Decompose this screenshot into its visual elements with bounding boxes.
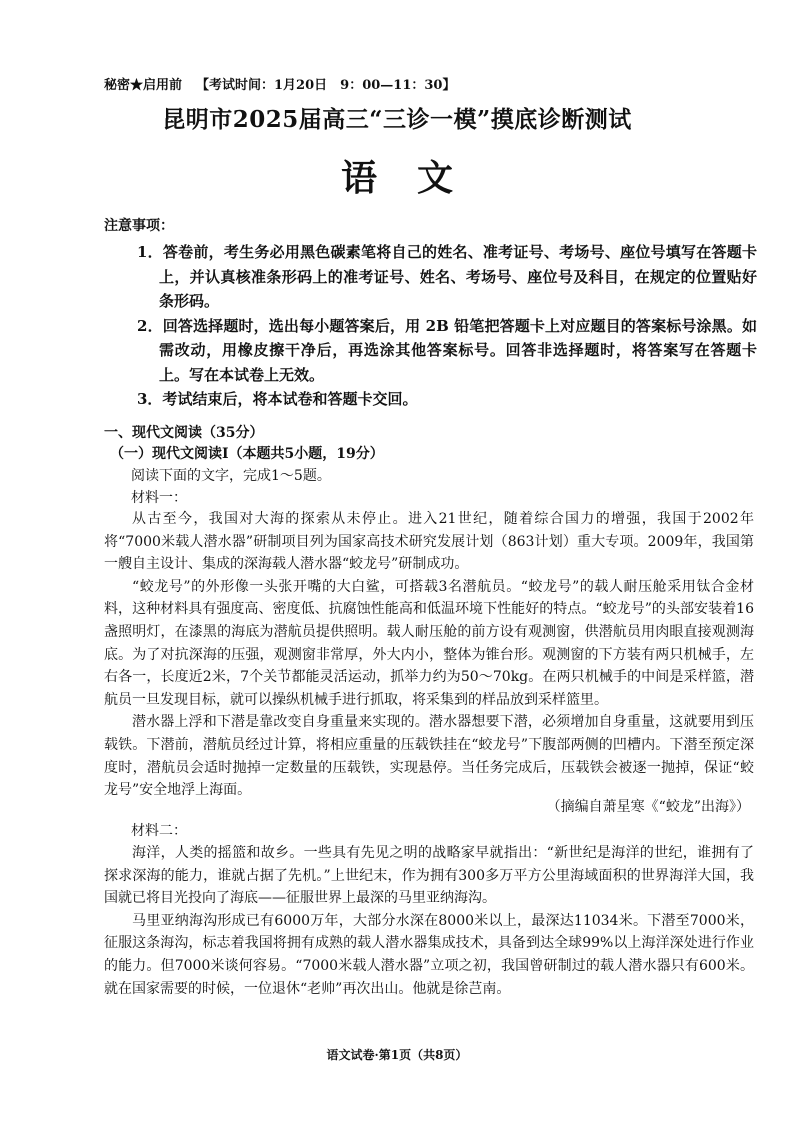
paragraph: 潜水器上浮和下潜是靠改变自身重量来实现的。潜水器想要下潜，必须增加自身重量，这就要用到压载铁。下潜前，潜航员经过计算，将相应重量的压载铁挂在“蛟龙号”下腹部两侧的凹槽内。下潜至预定深度时，潜航员会适时抛掉一定数量的压载铁，实现悬停。当任务完成后，压载铁会被逐一抛掉，保证“蛟龙号”安全地浮上海面。	[104, 714, 754, 799]
material2-body	[104, 842, 754, 1000]
subject-title: 语文	[340, 157, 493, 199]
header-line	[104, 74, 455, 93]
subsection-heading: （一）现代文阅读Ⅰ（本题共5小题，19分）	[110, 446, 384, 462]
reading-instruction: 阅读下面的文字，完成1～5题。	[131, 468, 331, 484]
material1-body	[104, 508, 754, 802]
exam-title: 昆明市2025届高三“三诊一模”摸底诊断测试	[162, 106, 632, 133]
material2-label: 材料二：	[131, 823, 187, 839]
paragraph: 从古至今，我国对大海的探索从未停止。进入21世纪，随着综合国力的增强，我国于2002年将“7000米载人潜水器”研制项目列为国家高技术研究发展计划（863计划）重大专项。2009年，我国第一艘自主设计、集成的深海载人潜水器“蛟龙号”研制成功。	[104, 511, 754, 573]
notice-item: 3．考试结束后，将本试卷和答题卡交回。	[137, 390, 418, 408]
material1-source: （摘编自萧星寒《“蛟龙”出海》）	[546, 799, 750, 815]
paragraph: 马里亚纳海沟形成已有6000万年，大部分水深在8000米以上，最深达11034米。下潜至7000米，征服这条海沟，标志着我国将拥有成熟的载人潜水器集成技术，具备到达全球99%以上海洋深处进行作业的能力。但7000米谈何容易。“7000米载人潜水器”立项之初，我国曾研制过的载人潜水器只有600米。就在国家需要的时候，一位退休“老帅”再次出山。他就是徐芑南。	[104, 912, 754, 997]
paragraph: 海洋，人类的摇篮和故乡。一些具有先见之明的战略家早就指出：“新世纪是海洋的世纪，谁拥有了探求深海的能力，谁就占据了先机。”上世纪末，作为拥有300多万平方公里海域面积的世界海洋大国，我国就已将目光投向了海底——征服世界上最深的马里亚纳海沟。	[104, 845, 754, 907]
confidential-mark: 秘密★启用前	[104, 78, 183, 93]
notice-list	[137, 240, 757, 412]
notice-heading: 注意事项：	[104, 218, 174, 234]
exam-time: 【考试时间：1月20日 9：00—11：30】	[196, 78, 456, 93]
paragraph: “蛟龙号”的外形像一头张开嘴的大白鲨，可搭载3名潜航员。“蛟龙号”的载人耐压舱采用钛合金材料，这种材料具有强度高、密度低、抗腐蚀性能高和低温环境下性能好的特点。“蛟龙号”的头部安装着16盏照明灯，在漆黑的海底为潜航员提供照明。载人耐压舱的前方设有观测窗，供潜航员用肉眼直接观测海底。为了对抗深海的压强，观测窗非常厚，外大内小，整体为锥台形。观测窗的下方装有两只机械手，左右各一，长度近2米，7个关节都能灵活运动，抓举力约为50～70kg。在两只机械手的中间是采样篮，潜航员一旦发现目标，就可以操纵机械手进行抓取，将采集到的样品放到采样篮里。	[104, 578, 754, 708]
notice-item: 2．回答选择题时，选出每小题答案后，用 2B 铅笔把答题卡上对应题目的答案标号涂黑。如需改动，用橡皮擦干净后，再选涂其他答案标号。回答非选择题时，将答案写在答题卡上。写在本试卷上无效。	[137, 316, 757, 384]
section-heading: 一、现代文阅读（35分）	[104, 425, 264, 441]
page-footer: 语文试卷·第1页（共8页）	[326, 1048, 468, 1062]
material1-label: 材料一：	[131, 490, 187, 506]
notice-item: 1．答卷前，考生务必用黑色碳素笔将自己的姓名、准考证号、考场号、座位号填写在答题卡上，并认真核准条形码上的准考证号、姓名、考场号、座位号及科目，在规定的位置贴好条形码。	[137, 243, 757, 310]
